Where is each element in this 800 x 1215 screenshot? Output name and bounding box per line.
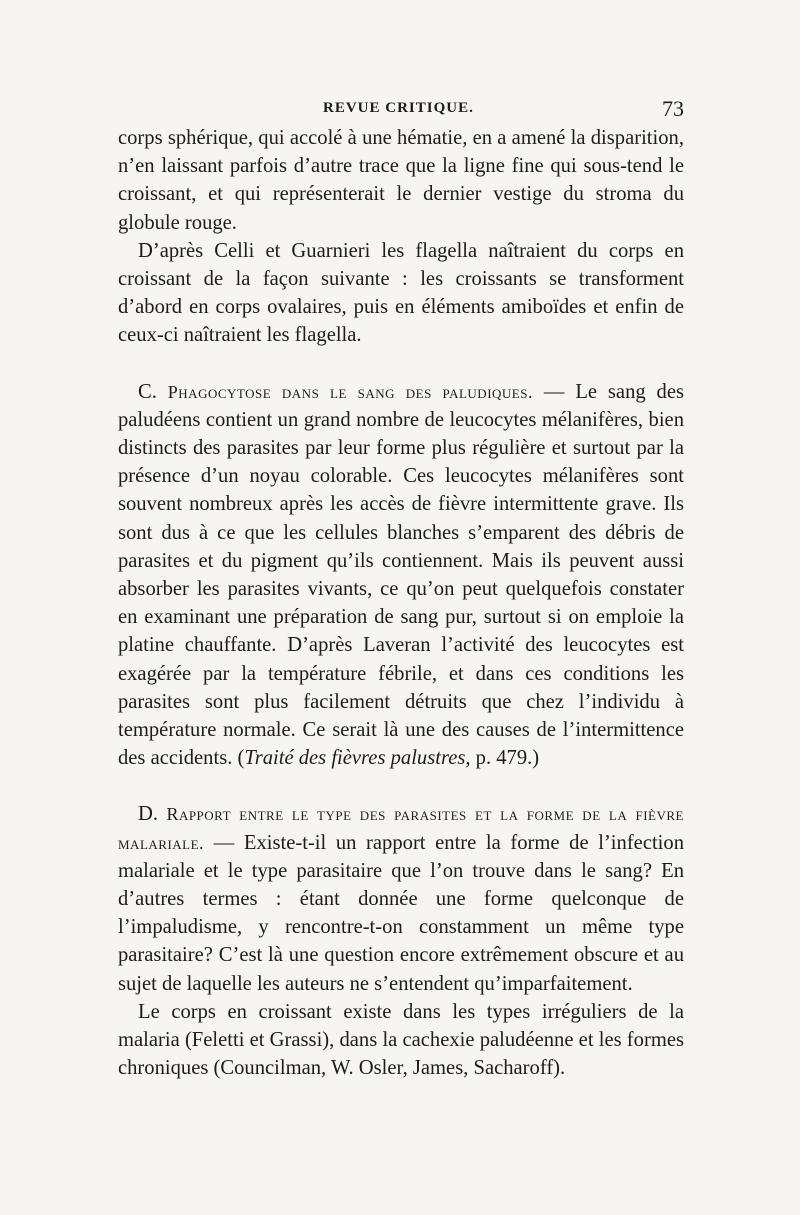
section-c-letter: C. — [138, 380, 157, 403]
body-text — [118, 124, 684, 1083]
paragraph-croissant: Le corps en croissant existe dans les types irréguliers de la malaria (Feletti et Grassi), dans la cachexie paludéenne et les formes chroniques (Councilman, W. Osler, James, Sacharoff). — [118, 1000, 684, 1080]
section-c-body: — Le sang des paludéens contient un grand nombre de leucocytes mélanifères, bien distincts des parasites par leur forme plus régulière et surtout par la présence d’un noyau colorable. Ces leucocytes mélanifères sont souvent nombreux après les accès de fièvre intermittente grave. Ils sont dus à ce que les cellules blanches s’emparent des débris de parasites et du pigment qu’ils contiennent. Mais ils peuvent aussi absorber les parasites vivants, ce qu’on peut quelquefois constater en examinant une préparation de sang pur, surtout si on emploie la platine chauffante. D’après Laveran l’activité des leucocytes est exagérée par la température fébrile, et dans ces conditions les parasites sont plus facilement détruits que chez l’individu à température normale. Ce serait là une des causes de l’intermittence des accidents. ( — [118, 380, 684, 770]
section-d-body: — Existe-t-il un rapport entre la forme de l’infection malariale et le type parasitaire que l’on trouve dans le sang? En d’autres termes : étant donnée une forme quelconque de l’impaludisme, y rencontre-t-on constamment un même type parasitaire? C’est là une question encore extrêmement obscure et au sujet de laquelle les auteurs ne s’entendent qu’imparfaitement. — [118, 831, 684, 995]
running-head: REVUE CRITIQUE. — [323, 100, 474, 116]
section-d-letter: D. — [138, 803, 159, 826]
paragraph-celli-guarnieri: D’après Celli et Guarnieri les flagella naîtraient du corps en croissant de la façon suivante : les croissants se transforment d’abord en corps ovalaires, puis en éléments amiboïdes et enfin de ceux-ci naîtraient les flagella. — [118, 239, 684, 347]
section-c-heading: Phagocytose dans le sang des paludiques. — [167, 381, 533, 402]
page-number: 73 — [662, 96, 684, 121]
section-c-citation-end: p. 479.) — [470, 747, 540, 770]
section-c-paragraph — [118, 378, 684, 773]
paragraph-continuation: corps sphérique, qui accolé à une hématie, en a amené la disparition, n’en laissant parfois d’autre trace que la ligne fine qui sous-tend le croissant, et qui représenterait le dernier vestige du stroma du globule rouge. — [118, 127, 684, 234]
page-header — [118, 98, 684, 122]
section-gap — [118, 772, 684, 800]
section-gap — [118, 350, 684, 378]
section-d-paragraph — [118, 800, 684, 997]
section-c-citation: Traité des fièvres palustres, — [244, 747, 471, 770]
section-d-heading: Rapport entre le type des parasites et la forme de la fièvre malariale. — [118, 804, 684, 853]
